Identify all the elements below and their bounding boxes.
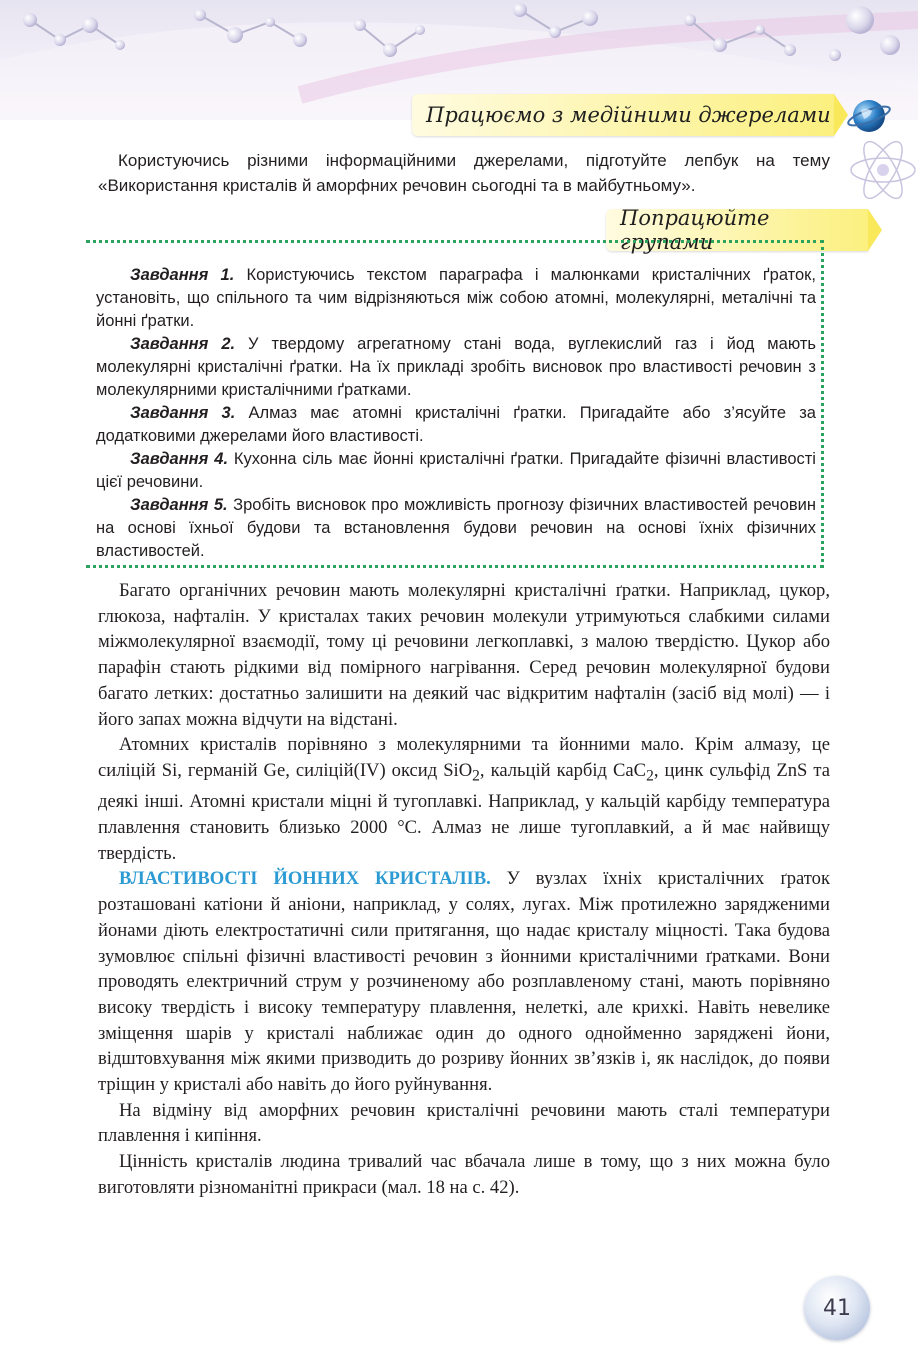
task-text: Кухонна сіль має йонні кристалічні ґратки. Пригадайте фізичні властивості цієї речовини. [96,450,816,491]
task-label: Завдання 5. [130,496,228,514]
task-text: У твердому агрегатному стані вода, вуглекислий газ і йод мають молекулярні кристалічні ґратки. На їх прикладі зробіть висновок про властивості речовин з молекулярними кристалічними ґратками. [96,335,816,399]
paragraph: Багато органічних речовин мають молекулярні кристалічні ґратки. Наприклад, цукор, глюкоза, нафталін. У кристалах таких речовин молекули утримуються слабкими силами міжмолекулярної взаємодії, тому ці речовини легкоплавкі, з малою твердістю. Цукор або парафін стають рідкими від помірного нагрівання. Серед речовин молекулярної будови багато летких: достатньо залишити на деякий час відкритим нафталін (засіб від молі) — і його запах можна відчути на відстані. [98,580,830,730]
task-item [96,494,816,563]
paragraph-part: , цинк сульфід ZnS та деякі інші. Атомні кристали міцні й тугоплавкі. Наприклад, у кальцій карбіду температура плавлення становить близько 2000 °C. Алмаз не лише тугоплавкий, а й має найвищу твердість. [98,759,830,864]
page-number: 41 [804,1276,870,1340]
task-text: Алмаз має атомні кристалічні ґратки. Пригадайте або з’ясуйте за додатковими джерелами його властивості. [96,404,816,445]
paragraph [98,866,830,1097]
main-text [98,578,830,1201]
task-label: Завдання 3. [130,404,236,422]
intro-paragraph: Користуючись різними інформаційними джерелами, підготуйте лепбук на тему «Використання кристалів й аморфних речовин сьогодні та в майбутньому». [98,151,830,195]
paragraph [98,732,830,866]
task-item [96,448,816,494]
banner-label: Працюємо з медійними джерелами [426,103,831,127]
task-label: Завдання 1. [130,266,235,284]
section-heading: ВЛАСТИВОСТІ ЙОННИХ КРИСТАЛІВ. [119,868,491,890]
paragraph-part: , кальцій карбід CaC [479,759,647,781]
task-text: Зробіть висновок про можливість прогнозу фізичних властивостей речовин на основі їхньої будови та встановлення будови речовин на основі їхніх фізичних властивостей. [96,496,816,560]
task-label: Завдання 2. [130,335,236,353]
globe-icon [846,93,892,139]
paragraph: На відміну від аморфних речовин кристалічні речовини мають сталі температури плавлення і кипіння. [98,1099,830,1147]
paragraph-part: Атомних кристалів порівняно з молекулярними та йонними мало. Крім алмазу, це силіцій Si, германій Ge, силіцій(IV) оксид SiO [98,734,830,781]
media-sources-banner [412,94,834,136]
task-item [96,264,816,333]
task-text: Користуючись текстом параграфа і малюнками кристалічних ґраток, установіть, що спільного та чим відрізняються між собою атомні, молекулярні, металічні та йонні ґратки. [96,266,816,330]
subscript: 2 [472,767,480,785]
paragraph-part: У вузлах їхніх кристалічних ґраток розташовані катіони й аніони, наприклад, у солях, лугах. Між протилежно зарядженими йонами діють електростатичні сили притягання, що надає кристалу міцності. Така будова зумовлює спільні фізичні властивості речовин з йонними кристалічними ґратками. Вони проводять електричний струм у розчиненому або розплавленому стані, мають порівняно високу твердість і високу температуру плавлення, нелеткі, але крихкі. Навіть невелике зміщення шарів у кристалі наближає один до одного однойменно заряджені йони, відштовхування між якими призводить до розриву йонних зв’язків і, як наслідок, до появи тріщин у кристалі або навіть до його руйнування. [98,868,830,1096]
task-list [96,264,816,563]
subscript: 2 [646,767,654,785]
task-label: Завдання 4. [130,450,229,468]
task-item [96,333,816,402]
task-item [96,402,816,448]
paragraph: Цінність кристалів людина тривалий час вбачала лише в тому, що з них можна було виготовляти різноманітні прикраси (мал. 18 на с. 42). [98,1151,830,1198]
banner-label: Попрацюйте групами [620,206,770,254]
